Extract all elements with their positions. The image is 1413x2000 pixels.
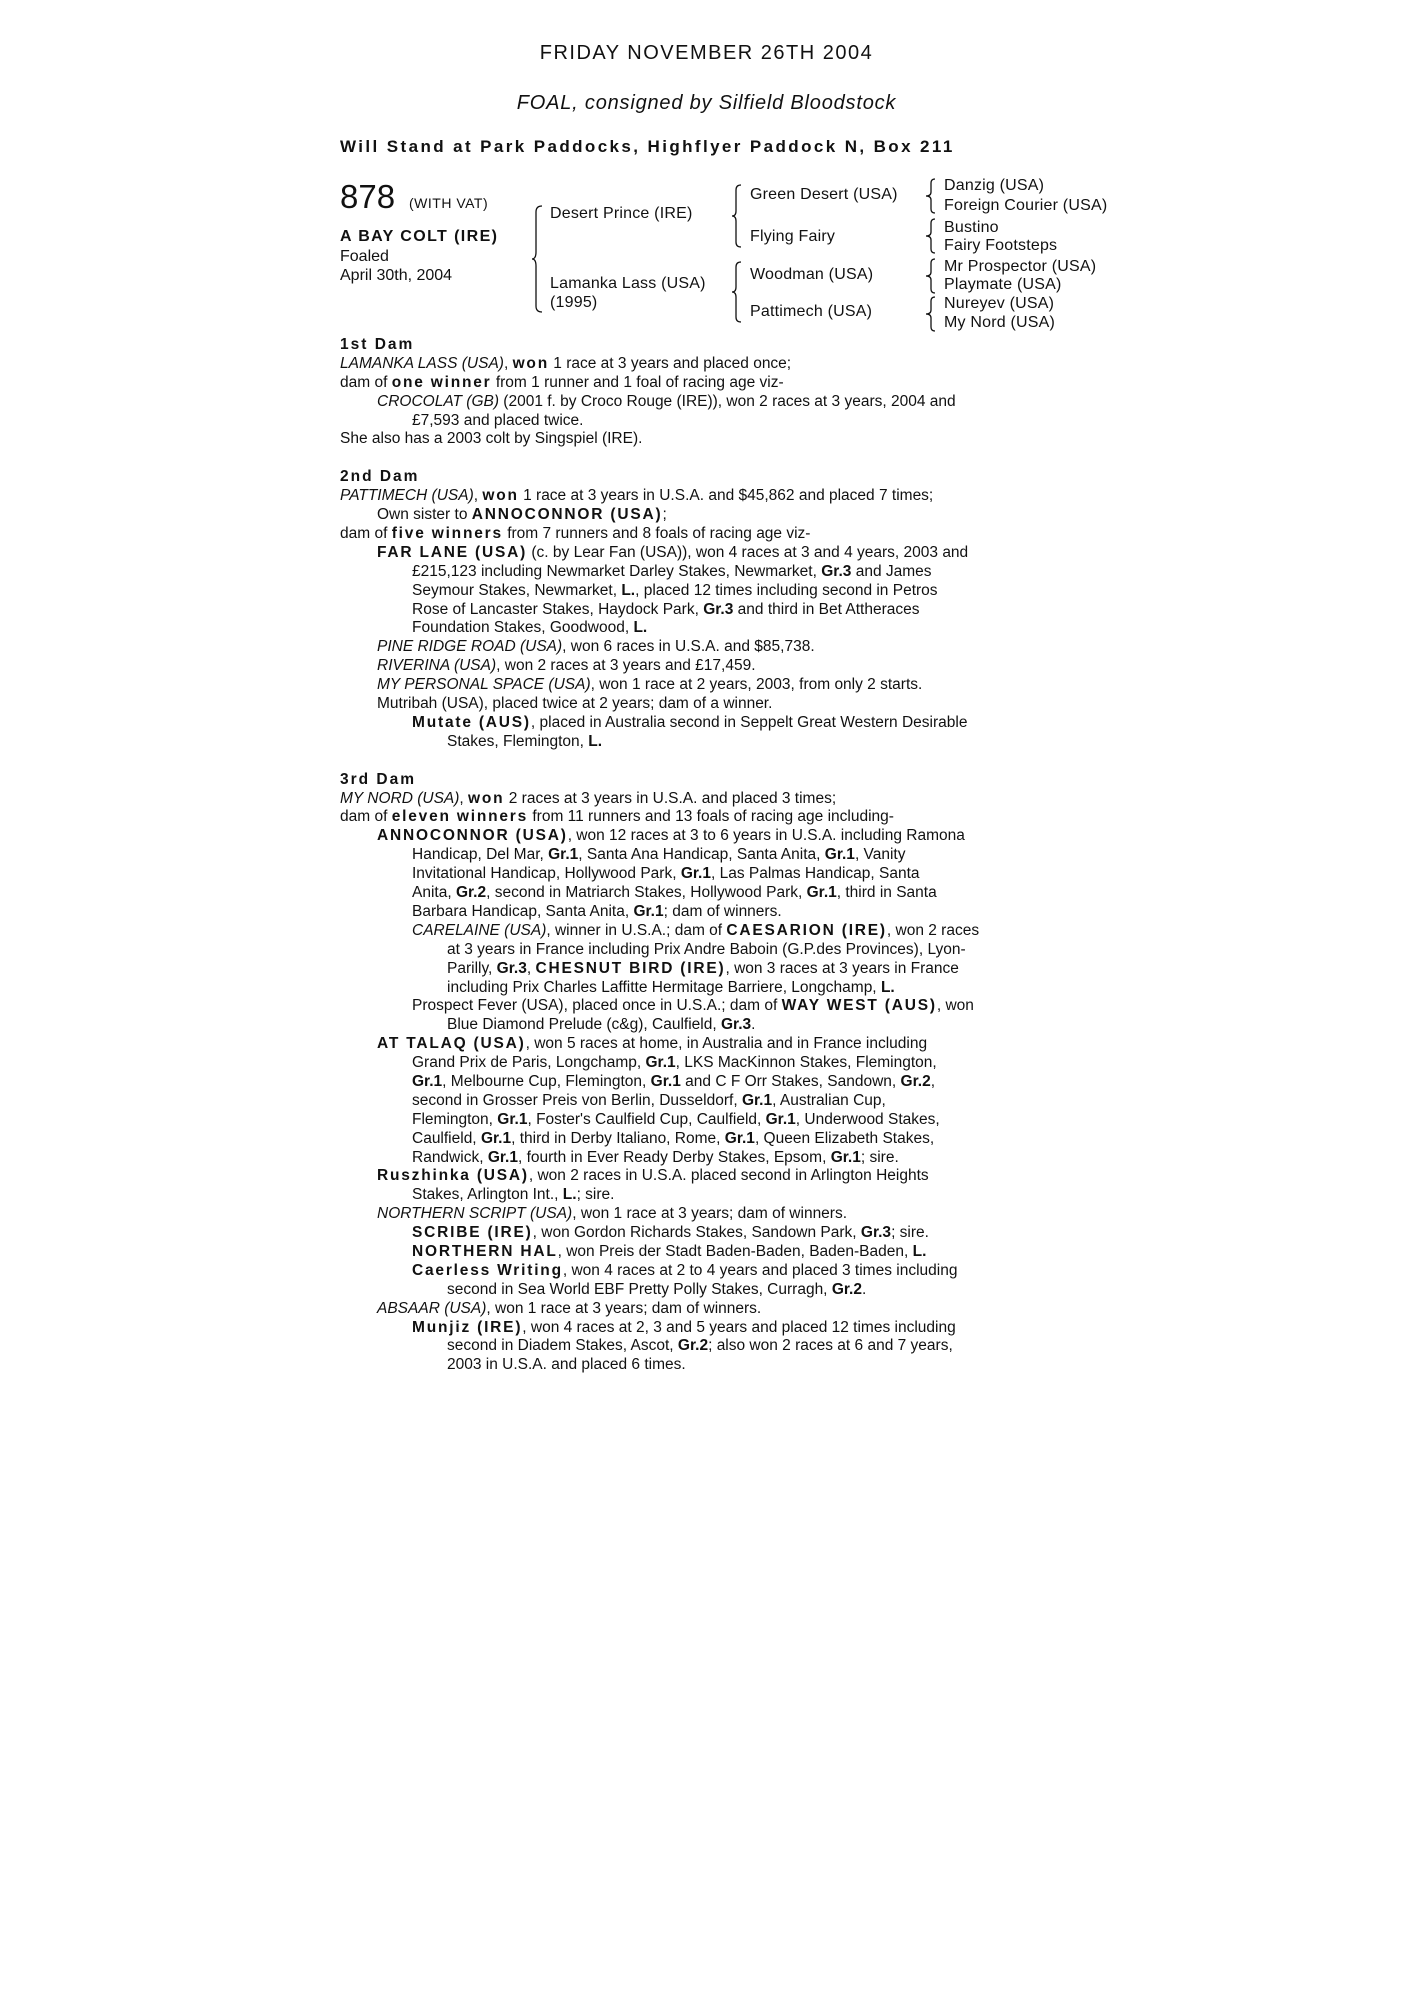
produce-annoconnor-cont: Handicap, Del Mar, Gr.1, Santa Ana Handicap, Santa Anita, Gr.1, Vanity	[412, 846, 906, 864]
produce-annoconnor-cont: Barbara Handicap, Santa Anita, Gr.1; dam of winners.	[412, 902, 782, 920]
produce-absaar: ABSAAR (USA), won 1 race at 3 years; dam of winners.	[377, 1299, 762, 1317]
pedigree-sire-dam: Flying Fairy	[750, 228, 836, 245]
pedigree-g3-1: Danzig (USA)	[944, 177, 1045, 194]
first-dam-produce-summary: dam of one winner from 1 runner and 1 foal of racing age viz-	[340, 373, 784, 391]
produce-carelaine-cont: at 3 years in France including Prix Andre Baboin (G.P.des Provinces), Lyon-	[447, 940, 966, 958]
pedigree-brace-sire	[731, 183, 743, 249]
lot-description: A BAY COLT (IRE)	[340, 228, 499, 245]
produce-carelaine: CARELAINE (USA), winner in U.S.A.; dam of CAESARION (IRE), won 2 races	[412, 921, 980, 939]
second-dam-heading: 2nd Dam	[340, 468, 420, 486]
pedigree-g3-5: Mr Prospector (USA)	[944, 258, 1097, 275]
pedigree-brace-g3-1	[925, 178, 937, 214]
produce-carelaine-cont: Parilly, Gr.3, CHESNUT BIRD (IRE), won 3 races at 3 years in France	[447, 959, 959, 977]
vat-note: (WITH VAT)	[409, 195, 489, 211]
lot-number: 878	[340, 178, 396, 215]
second-dam-produce-summary: dam of five winners from 7 runners and 8 foals of racing age viz-	[340, 525, 811, 543]
second-dam-sister: Own sister to ANNOCONNOR (USA);	[377, 506, 667, 524]
pedigree-g3-7: Nureyev (USA)	[944, 295, 1055, 312]
produce-carelaine-cont: including Prix Charles Laffitte Hermitage Barriere, Longchamp, L.	[447, 978, 895, 996]
produce-munjiz: Munjiz (IRE), won 4 races at 2, 3 and 5 years and placed 12 times including	[412, 1318, 956, 1336]
produce-at-talaq-cont: second in Grosser Preis von Berlin, Dusseldorf, Gr.1, Australian Cup,	[412, 1091, 886, 1109]
produce-ruszhinka-cont: Stakes, Arlington Int., L.; sire.	[412, 1186, 615, 1204]
third-dam-produce-summary: dam of eleven winners from 11 runners and 13 foals of racing age including-	[340, 808, 894, 826]
produce-far-lane-cont: £215,123 including Newmarket Darley Stakes, Newmarket, Gr.3 and James	[412, 562, 932, 580]
produce-pine-ridge-road: PINE RIDGE ROAD (USA), won 6 races in U.S.A. and $85,738.	[377, 638, 815, 656]
produce-ruszhinka: Ruszhinka (USA), won 2 races in U.S.A. placed second in Arlington Heights	[377, 1167, 929, 1185]
produce-northern-hal: NORTHERN HAL, won Preis der Stadt Baden-Baden, Baden-Baden, L.	[412, 1242, 927, 1260]
pedigree-g3-4: Fairy Footsteps	[944, 237, 1058, 254]
pedigree-brace-dam	[731, 260, 743, 324]
first-dam-note: She also has a 2003 colt by Singspiel (IRE).	[340, 430, 643, 448]
produce-munjiz-cont: 2003 in U.S.A. and placed 6 times.	[447, 1356, 686, 1374]
produce-mutribah: Mutribah (USA), placed twice at 2 years; dam of a winner.	[377, 695, 773, 713]
produce-at-talaq-cont: Gr.1, Melbourne Cup, Flemington, Gr.1 and C F Orr Stakes, Sandown, Gr.2,	[412, 1072, 936, 1090]
produce-crocolat-cont: £7,593 and placed twice.	[412, 411, 584, 429]
consignor-line: FOAL, consigned by Silfield Bloodstock	[516, 92, 897, 114]
third-dam-line: MY NORD (USA), won 2 races at 3 years in U.S.A. and placed 3 times;	[340, 789, 837, 807]
produce-prospect-fever-cont: Blue Diamond Prelude (c&g), Caulfield, Gr.3.	[447, 1016, 756, 1034]
produce-scribe: SCRIBE (IRE), won Gordon Richards Stakes, Sandown Park, Gr.3; sire.	[412, 1224, 929, 1242]
pedigree-brace-g3-2	[925, 218, 937, 254]
produce-munjiz-cont: second in Diadem Stakes, Ascot, Gr.2; also won 2 races at 6 and 7 years,	[447, 1337, 953, 1355]
pedigree-brace-g3-4	[925, 296, 937, 332]
pedigree-g3-8: My Nord (USA)	[944, 314, 1056, 331]
produce-mutate-cont: Stakes, Flemington, L.	[447, 732, 603, 750]
sale-date: FRIDAY NOVEMBER 26TH 2004	[539, 42, 874, 64]
first-dam-heading: 1st Dam	[340, 336, 415, 353]
produce-far-lane-cont: Foundation Stakes, Goodwood, L.	[412, 619, 648, 637]
produce-far-lane: FAR LANE (USA) (c. by Lear Fan (USA)), won 4 races at 3 and 4 years, 2003 and	[377, 543, 969, 561]
pedigree-dam-sire: Woodman (USA)	[750, 266, 874, 283]
produce-record	[340, 336, 1080, 1375]
pedigree-dam: Lamanka Lass (USA)	[550, 275, 706, 292]
produce-at-talaq-cont: Grand Prix de Paris, Longchamp, Gr.1, LKS MacKinnon Stakes, Flemington,	[412, 1054, 937, 1072]
produce-caerless-writing-cont: second in Sea World EBF Pretty Polly Stakes, Curragh, Gr.2.	[447, 1280, 867, 1298]
foaled-date: April 30th, 2004	[340, 267, 453, 284]
produce-crocolat: CROCOLAT (GB) (2001 f. by Croco Rouge (IRE)), won 2 races at 3 years, 2004 and	[377, 392, 956, 410]
third-dam-heading: 3rd Dam	[340, 770, 417, 788]
produce-at-talaq-cont: Flemington, Gr.1, Foster's Caulfield Cup, Caulfield, Gr.1, Underwood Stakes,	[412, 1110, 940, 1128]
pedigree-sire-sire: Green Desert (USA)	[750, 186, 898, 203]
produce-at-talaq: AT TALAQ (USA), won 5 races at home, in Australia and in France including	[377, 1035, 928, 1053]
foaled-label: Foaled	[340, 248, 389, 265]
pedigree-sire: Desert Prince (IRE)	[550, 205, 693, 222]
produce-far-lane-cont: Seymour Stakes, Newmarket, L., placed 12 times including second in Petros	[412, 581, 938, 599]
pedigree-g3-3: Bustino	[944, 219, 999, 236]
produce-prospect-fever: Prospect Fever (USA), placed once in U.S.A.; dam of WAY WEST (AUS), won	[412, 997, 974, 1015]
produce-riverina: RIVERINA (USA), won 2 races at 3 years and £17,459.	[377, 657, 756, 675]
pedigree-g3-2: Foreign Courier (USA)	[944, 197, 1108, 214]
produce-annoconnor: ANNOCONNOR (USA), won 12 races at 3 to 6 years in U.S.A. including Ramona	[377, 827, 965, 845]
pedigree-dam-dam: Pattimech (USA)	[750, 303, 873, 320]
pedigree-dam-year: (1995)	[550, 294, 598, 311]
second-dam-line: PATTIMECH (USA), won 1 race at 3 years in U.S.A. and $45,862 and placed 7 times;	[340, 487, 934, 505]
produce-mutate: Mutate (AUS), placed in Australia second in Seppelt Great Western Desirable	[412, 713, 968, 731]
produce-northern-script: NORTHERN SCRIPT (USA), won 1 race at 3 years; dam of winners.	[377, 1205, 848, 1223]
stabling-location: Will Stand at Park Paddocks, Highflyer Paddock N, Box 211	[340, 137, 955, 156]
produce-at-talaq-cont: Randwick, Gr.1, fourth in Ever Ready Derby Stakes, Epsom, Gr.1; sire.	[412, 1148, 899, 1166]
produce-at-talaq-cont: Caulfield, Gr.1, third in Derby Italiano, Rome, Gr.1, Queen Elizabeth Stakes,	[412, 1129, 935, 1147]
produce-caerless-writing: Caerless Writing, won 4 races at 2 to 4 years and placed 3 times including	[412, 1261, 958, 1279]
pedigree-brace-main	[531, 204, 545, 314]
produce-far-lane-cont: Rose of Lancaster Stakes, Haydock Park, Gr.3 and third in Bet Attheraces	[412, 600, 920, 618]
pedigree-g3-6: Playmate (USA)	[944, 276, 1062, 293]
produce-annoconnor-cont: Invitational Handicap, Hollywood Park, Gr.1, Las Palmas Handicap, Santa	[412, 865, 920, 883]
first-dam-line: LAMANKA LASS (USA), won 1 race at 3 years and placed once;	[340, 354, 792, 372]
produce-annoconnor-cont: Anita, Gr.2, second in Matriarch Stakes, Hollywood Park, Gr.1, third in Santa	[412, 884, 937, 902]
pedigree-brace-g3-3	[925, 258, 937, 294]
produce-my-personal-space: MY PERSONAL SPACE (USA), won 1 race at 2 years, 2003, from only 2 starts.	[377, 676, 923, 694]
